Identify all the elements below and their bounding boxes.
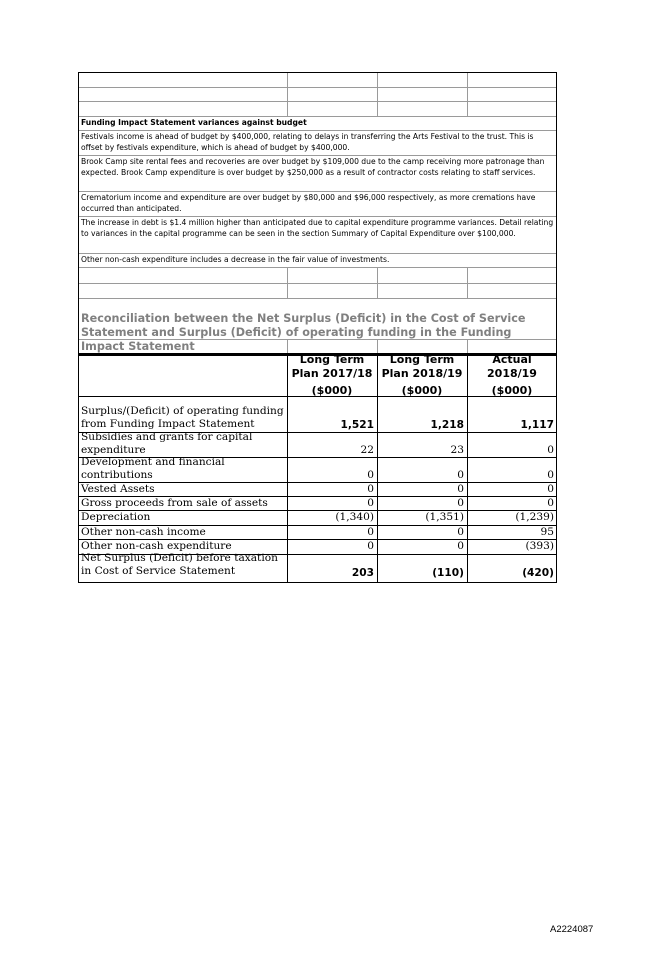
table-cell: 0: [457, 469, 464, 481]
grid-line: [467, 73, 468, 117]
table-cell: 95: [540, 526, 554, 538]
table-cell: 1,117: [520, 419, 554, 431]
grid-line: [467, 339, 468, 353]
table-row-label: Net Surplus (Deficit) before taxation in Cost of Service Statement: [81, 552, 278, 577]
note-item: Festivals income is ahead of budget by $400,000, relating to delays in transferring the Arts Festival to the trust. This is offset by festivals expenditure, which is ahead of budget by $400,000.: [81, 132, 534, 152]
column-header-line1: Long Term: [389, 353, 455, 366]
grid-line: [79, 155, 556, 156]
table-row-label: Other non-cash income: [81, 526, 206, 538]
grid-line: [377, 73, 378, 117]
notes-heading: Funding Impact Statement variances against budget: [81, 118, 307, 127]
table-cell: (420): [522, 567, 554, 579]
grid-line: [79, 253, 556, 254]
column-header: [468, 353, 556, 398]
table-cell: 0: [547, 469, 554, 481]
column-header-unit: ($000): [491, 384, 533, 397]
column-header: [288, 353, 376, 398]
table-cell: 0: [457, 483, 464, 495]
table-row-label: Other non-cash expenditure: [81, 540, 232, 552]
table-cell: (1,340): [335, 511, 374, 523]
table-row-label: Surplus/(Deficit) of operating funding from Funding Impact Statement: [81, 405, 284, 430]
table-cell: 0: [457, 497, 464, 509]
table-cell: 1,218: [430, 419, 464, 431]
document-id: A2224087: [550, 924, 594, 935]
grid-line: [79, 396, 556, 397]
table-cell: 0: [367, 497, 374, 509]
table-cell: 0: [457, 540, 464, 552]
grid-line: [79, 101, 556, 102]
table-cell: 0: [547, 497, 554, 509]
table-cell: 203: [351, 567, 374, 579]
column-header-line2: 2018/19: [487, 367, 537, 380]
grid-line: [79, 339, 556, 340]
table-cell: (393): [525, 540, 554, 552]
grid-line: [79, 130, 556, 131]
grid-line: [79, 87, 556, 88]
grid-line: [287, 355, 288, 582]
grid-line: [79, 191, 556, 192]
grid-line: [287, 267, 288, 299]
table-row-label: Gross proceeds from sale of assets: [81, 497, 268, 509]
note-item: The increase in debt is $1.4 million higher than anticipated due to capital expenditure programme variances. Detail relating to variances in the capital programme can be seen in the section Summary of Capital Expenditure over $100,000.: [81, 218, 554, 238]
table-cell: 0: [547, 483, 554, 495]
note-item: Other non-cash expenditure includes a decrease in the fair value of investments.: [81, 255, 390, 264]
grid-line: [79, 283, 556, 284]
grid-line: [79, 267, 556, 268]
table-cell: (1,351): [425, 511, 464, 523]
table-cell: 23: [450, 444, 464, 456]
grid-line: [79, 116, 556, 117]
table-cell: 0: [367, 526, 374, 538]
grid-line: [467, 267, 468, 299]
grid-line: [377, 355, 378, 582]
table-row-label: Development and financial contributions: [81, 456, 225, 481]
table-cell: 0: [547, 444, 554, 456]
table-cell: (1,239): [515, 511, 554, 523]
grid-line: [79, 298, 556, 299]
table-cell: 0: [367, 469, 374, 481]
table-cell: 0: [367, 540, 374, 552]
grid-line: [79, 216, 556, 217]
column-header: [378, 353, 466, 398]
column-header-line1: Long Term: [299, 353, 365, 366]
grid-line: [377, 339, 378, 353]
table-cell: (110): [432, 567, 464, 579]
note-item: Brook Camp site rental fees and recoveries are over budget by $109,000 due to the camp receiving more patronage than expected. Brook Camp expenditure is over budget by $250,000 as a result of contractor costs relating to staff services.: [81, 157, 545, 177]
table-cell: 0: [367, 483, 374, 495]
grid-line: [287, 73, 288, 117]
table-row-label: Vested Assets: [81, 483, 155, 495]
table-cell: 0: [457, 526, 464, 538]
reconciliation-title: Reconciliation between the Net Surplus (Deficit) in the Cost of Service Statement and Surplus (Deficit) of operating funding in the Funding Impact Statement: [81, 312, 526, 353]
grid-line: [467, 355, 468, 582]
note-item: Crematorium income and expenditure are over budget by $80,000 and $96,000 respectively, as more cremations have occurred than anticipated.: [81, 193, 536, 213]
table-row-label: Subsidies and grants for capital expenditure: [81, 431, 253, 456]
table-cell: 22: [360, 444, 374, 456]
column-header-unit: ($000): [401, 384, 443, 397]
column-header-line2: Plan 2017/18: [291, 367, 373, 380]
table-cell: 1,521: [340, 419, 374, 431]
column-header-unit: ($000): [311, 384, 353, 397]
grid-line: [377, 267, 378, 299]
column-header-line1: Actual: [492, 353, 532, 366]
column-header-line2: Plan 2018/19: [381, 367, 463, 380]
table-row-label: Depreciation: [81, 511, 151, 523]
grid-line: [287, 339, 288, 353]
